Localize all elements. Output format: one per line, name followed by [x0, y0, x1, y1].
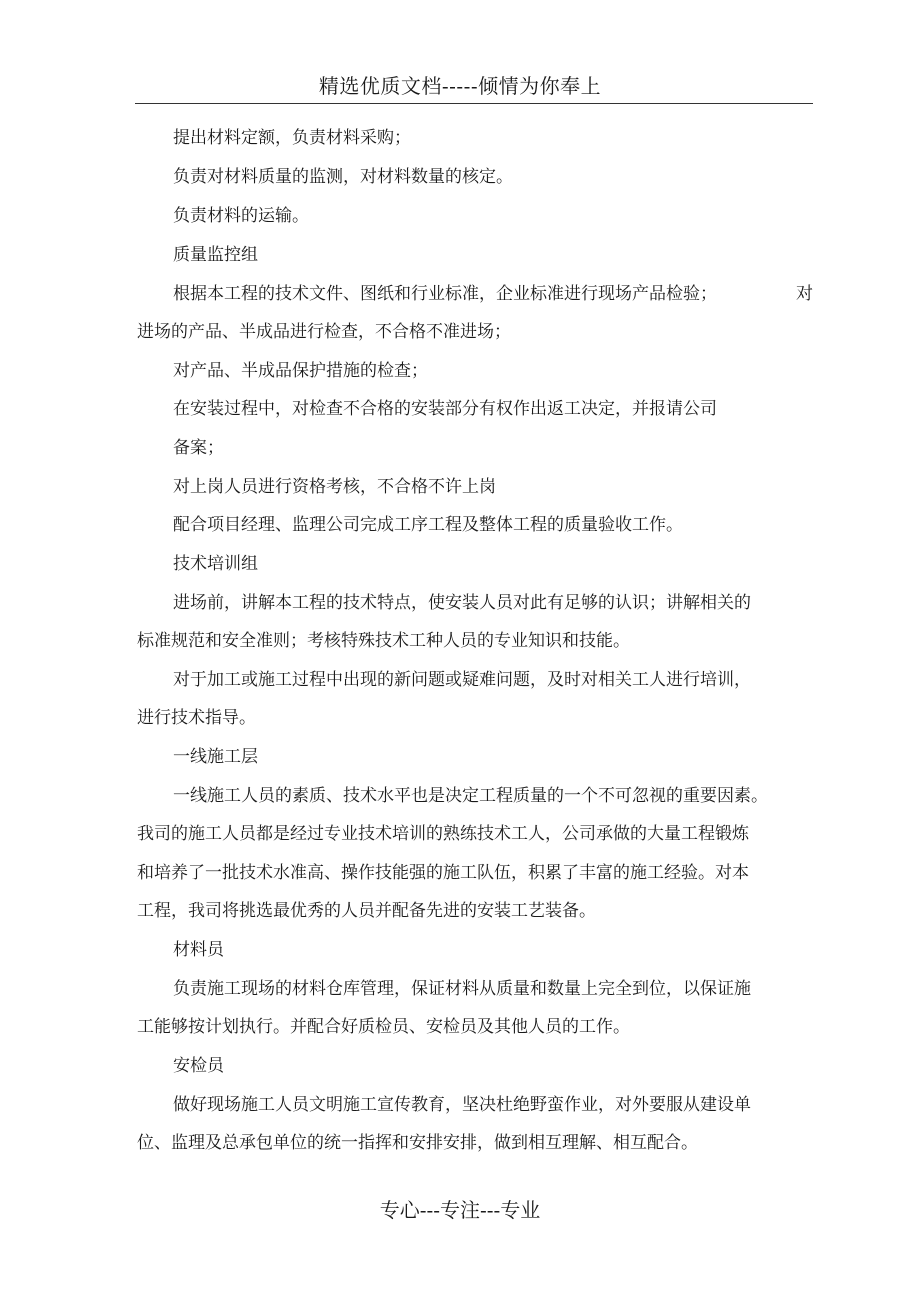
page-footer: 专心---专注---专业 [379, 1198, 541, 1222]
text-line: 标准规范和安全准则；考核特殊技术工种人员的专业知识和技能。 [137, 631, 630, 651]
text-line: 工能够按计划执行。并配合好质检员、安检员及其他人员的工作。 [137, 1017, 630, 1037]
page-header: 精选优质文档-----倾情为你奉上 [318, 74, 602, 98]
text-line: 负责材料的运输。 [173, 206, 309, 226]
text-line: 进场前，讲解本工程的技术特点，使安装人员对此有足够的认识；讲解相关的 [173, 593, 751, 613]
text-line: 我司的施工人员都是经过专业技术培训的熟练技术工人，公司承做的大量工程锻炼 [137, 824, 749, 844]
text-line: 在安装过程中，对检查不合格的安装部分有权作出返工决定，并报请公司 [173, 399, 717, 419]
section-heading: 一线施工层 [173, 747, 258, 767]
header-divider [135, 103, 813, 104]
text-line: 负责施工现场的材料仓库管理，保证材料从质量和数量上完全到位，以保证施 [173, 979, 751, 999]
text-line: 备案； [173, 438, 224, 458]
text-segment: 根据本工程的技术文件、图纸和行业标准，企业标准进行现场产品检验； [173, 284, 717, 304]
text-line: 位、监理及总承包单位的统一指挥和安排安排，做到相互理解、相互配合。 [137, 1133, 698, 1153]
text-line: 配合项目经理、监理公司完成工序工程及整体工程的质量验收工作。 [173, 515, 683, 535]
text-segment: 对 [796, 284, 813, 304]
text-line: 对产品、半成品保护措施的检查； [173, 361, 428, 381]
text-line: 做好现场施工人员文明施工宣传教育，坚决杜绝野蛮作业，对外要服从建设单 [173, 1095, 751, 1115]
section-heading: 技术培训组 [173, 554, 258, 574]
text-line: 提出材料定额，负责材料采购； [173, 128, 411, 148]
text-line: 工程，我司将挑选最优秀的人员并配备先进的安装工艺装备。 [137, 901, 596, 921]
section-heading: 材料员 [173, 940, 224, 960]
text-line: 一线施工人员的素质、技术水平也是决定工程质量的一个不可忽视的重要因素。 [173, 786, 768, 806]
text-line: 和培养了一批技术水准高、操作技能强的施工队伍，积累了丰富的施工经验。对本 [137, 863, 749, 883]
text-line: 负责对材料质量的监测，对材料数量的核定。 [173, 167, 513, 187]
text-line: 进场的产品、半成品进行检查，不合格不准进场； [137, 322, 511, 342]
text-line: 对上岗人员进行资格考核，不合格不许上岗 [173, 477, 496, 497]
text-line-justified [173, 282, 813, 306]
section-heading: 安检员 [173, 1056, 224, 1076]
text-line: 进行技术指导。 [137, 708, 256, 728]
text-line: 对于加工或施工过程中出现的新问题或疑难问题，及时对相关工人进行培训， [173, 670, 751, 690]
section-heading: 质量监控组 [173, 245, 258, 265]
